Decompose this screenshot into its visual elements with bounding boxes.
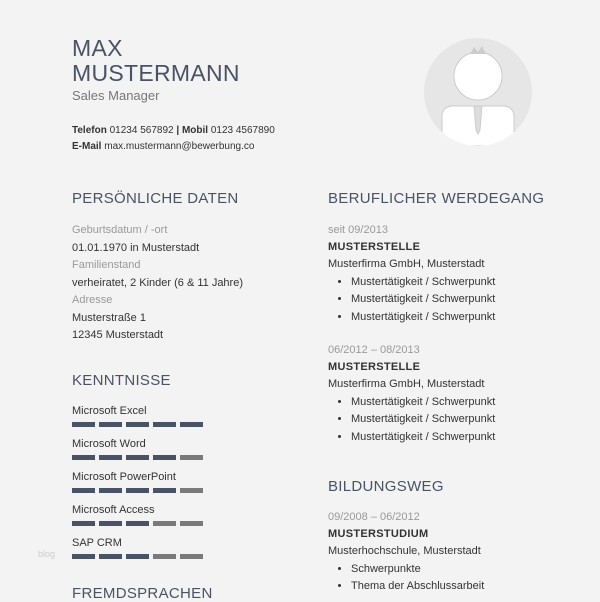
career-entry (328, 342, 578, 446)
rating-segment-filled (99, 488, 122, 493)
family-value: verheiratet, 2 Kinder (6 & 11 Jahre) (72, 276, 243, 289)
avatar-placeholder (424, 38, 532, 146)
rating-segment-filled (126, 521, 149, 526)
skills-heading: KENNTNISSE (72, 372, 171, 389)
rating-segment-filled (180, 422, 203, 427)
address-label: Adresse (72, 294, 113, 306)
education-entry (328, 509, 578, 596)
bullet-item: • Thema der Abschlussarbeit (351, 578, 578, 596)
email[interactable]: max.mustermann@bewerbung.co (104, 141, 255, 152)
entry-organization: Musterhochschule, Musterstadt (328, 545, 481, 557)
candidate-name (72, 36, 240, 86)
separator: | (176, 125, 180, 136)
entry-bullets (328, 274, 578, 327)
rating-segment-filled (99, 422, 122, 427)
email-label: E-Mail (72, 141, 102, 152)
bullet-item: • Schwerpunkte (351, 561, 578, 579)
skill-rating-bars (72, 455, 203, 460)
entry-bullets (328, 561, 578, 596)
city: 12345 Musterstadt (72, 329, 164, 341)
phone: 01234 567892 (109, 125, 174, 136)
personal-heading: PERSÖNLICHE DATEN (72, 190, 239, 207)
education-list (328, 509, 578, 596)
rating-segment-empty (153, 521, 176, 526)
skill-rating-bars (72, 422, 203, 427)
rating-segment-empty (180, 554, 203, 559)
family-label: Familienstand (72, 259, 141, 271)
mobile: 0123 4567890 (210, 125, 275, 136)
entry-bullets (328, 394, 578, 447)
bullet-item: • Mustertätigkeit / Schwerpunkt (351, 274, 578, 292)
skill-name: SAP CRM (72, 537, 122, 549)
rating-segment-empty (180, 521, 203, 526)
entry-date: seit 09/2013 (328, 224, 388, 236)
rating-segment-filled (72, 455, 95, 460)
entry-date: 06/2012 – 08/2013 (328, 344, 420, 356)
career-entry (328, 222, 578, 326)
languages-heading: FREMDSPRACHEN (72, 585, 213, 602)
rating-segment-filled (126, 554, 149, 559)
bullet-item: • Mustertätigkeit / Schwerpunkt (351, 411, 578, 429)
skill-name: Microsoft PowerPoint (72, 471, 176, 483)
personal-data (72, 222, 243, 345)
job-title: Sales Manager (72, 88, 160, 103)
bullet-item: • Mustertätigkeit / Schwerpunkt (351, 291, 578, 309)
bullet-item: • Mustertätigkeit / Schwerpunkt (351, 394, 578, 412)
rating-segment-empty (180, 455, 203, 460)
rating-segment-filled (126, 488, 149, 493)
career-list (328, 222, 578, 462)
bullet-item: • Mustertätigkeit / Schwerpunkt (351, 429, 578, 447)
skill-name: Microsoft Word (72, 438, 146, 450)
skill-name: Microsoft Access (72, 504, 155, 516)
entry-title: MUSTERSTUDIUM (328, 528, 429, 540)
skill-rating-bars (72, 554, 203, 559)
skill-rating-bars (72, 521, 203, 526)
rating-segment-filled (72, 554, 95, 559)
rating-segment-empty (180, 488, 203, 493)
mobile-label: Mobil (181, 125, 209, 136)
skills-list (72, 405, 203, 570)
contact-info (72, 123, 275, 155)
watermark: blog (38, 549, 56, 559)
birth-value: 01.01.1970 in Musterstadt (72, 241, 200, 254)
phone-label: Telefon (72, 125, 107, 136)
bullet-item: • Mustertätigkeit / Schwerpunkt (351, 309, 578, 327)
rating-segment-filled (72, 422, 95, 427)
first-name: MAX (72, 35, 123, 61)
skill-rating-bars (72, 488, 203, 493)
rating-segment-filled (126, 455, 149, 460)
rating-segment-filled (72, 521, 95, 526)
entry-title: MUSTERSTELLE (328, 361, 421, 373)
rating-segment-empty (153, 554, 176, 559)
rating-segment-filled (126, 422, 149, 427)
education-heading: BILDUNGSWEG (328, 478, 444, 495)
entry-organization: Musterfirma GmbH, Musterstadt (328, 258, 485, 270)
street: Musterstraße 1 (72, 311, 146, 324)
rating-segment-filled (99, 521, 122, 526)
entry-date: 09/2008 – 06/2012 (328, 511, 420, 523)
rating-segment-filled (153, 455, 176, 460)
rating-segment-filled (153, 422, 176, 427)
rating-segment-filled (99, 554, 122, 559)
career-heading: BERUFLICHER WERDEGANG (328, 190, 545, 207)
birth-label: Geburtsdatum / -ort (72, 224, 168, 236)
person-icon (424, 38, 532, 146)
entry-title: MUSTERSTELLE (328, 241, 421, 253)
rating-segment-filled (72, 488, 95, 493)
last-name: MUSTERMANN (72, 60, 240, 86)
entry-organization: Musterfirma GmbH, Musterstadt (328, 378, 485, 390)
rating-segment-filled (99, 455, 122, 460)
skill-name: Microsoft Excel (72, 405, 147, 417)
rating-segment-filled (153, 488, 176, 493)
